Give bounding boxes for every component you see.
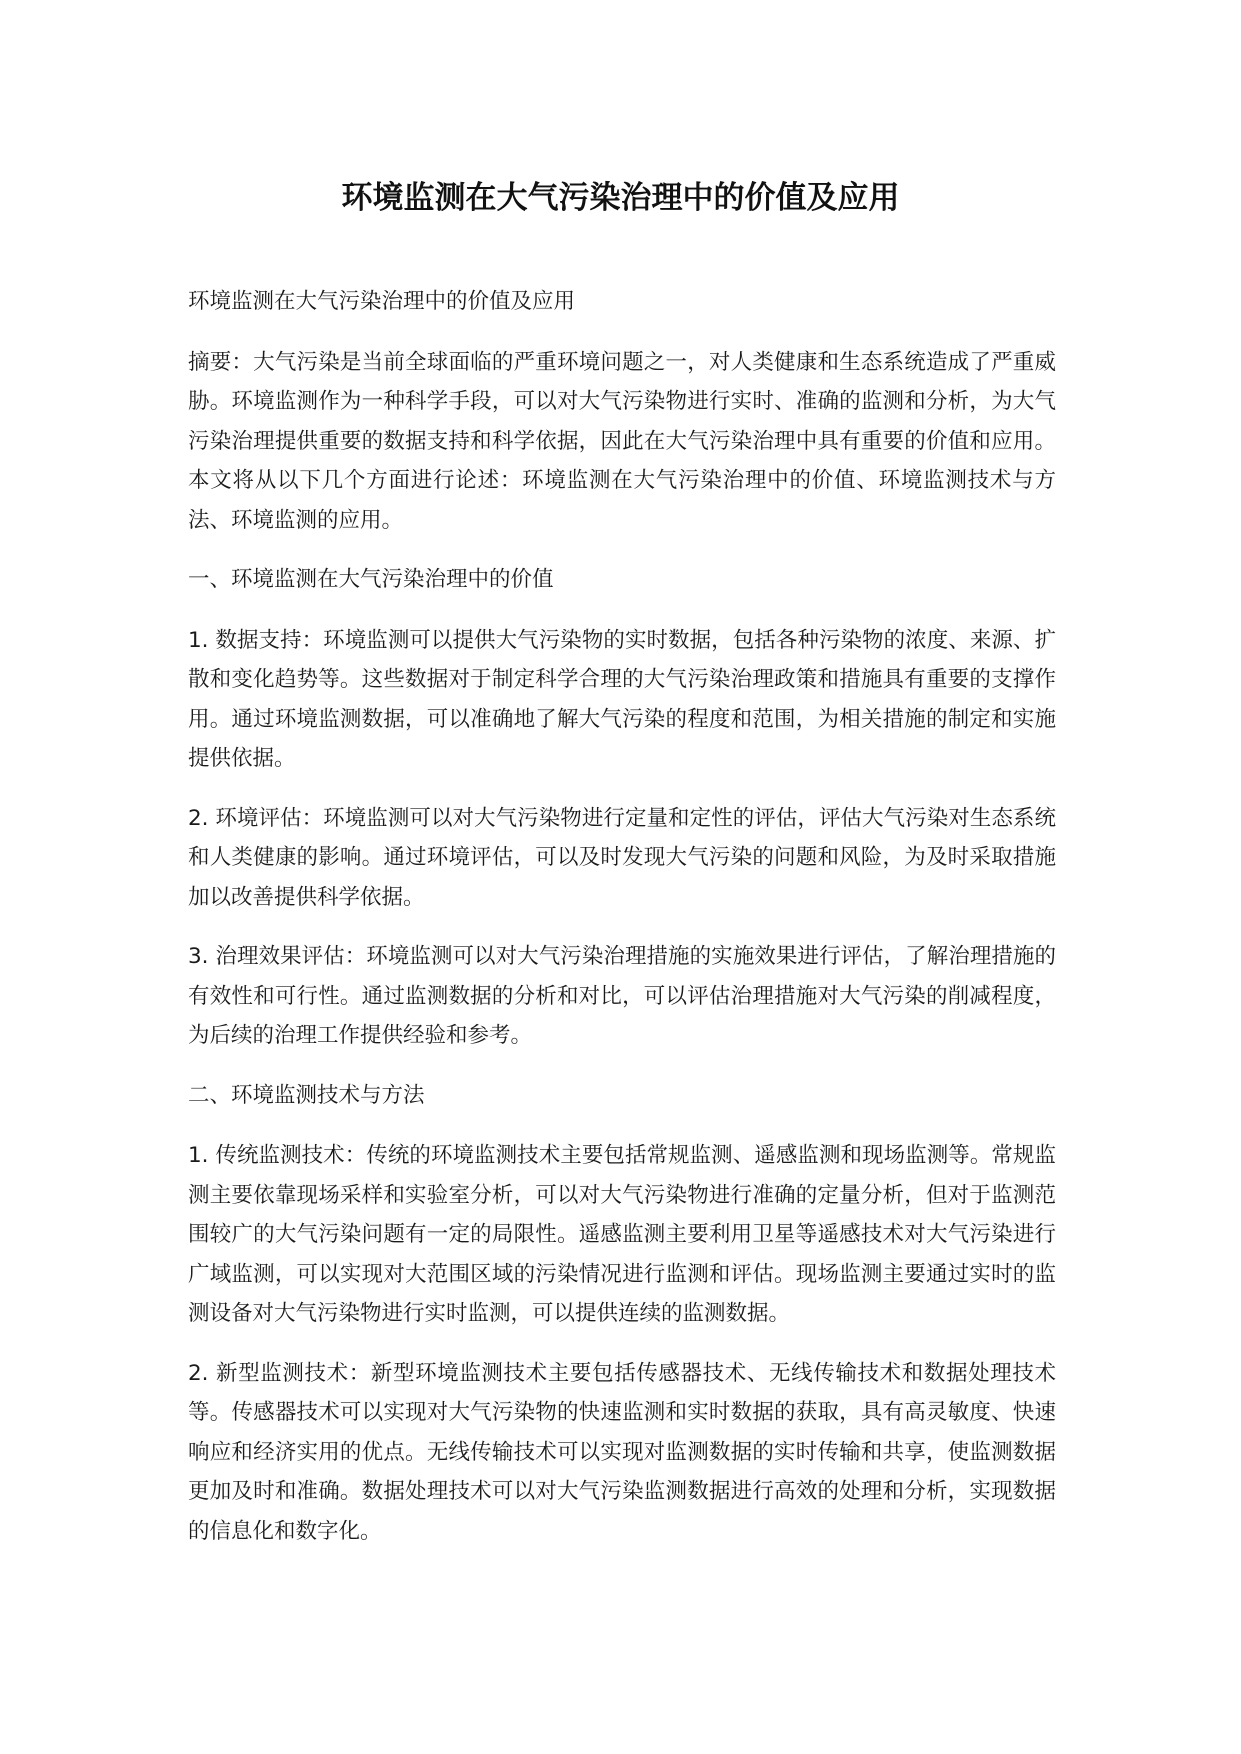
paragraph-traditional-monitoring: 1. 传统监测技术：传统的环境监测技术主要包括常规监测、遥感监测和现场监测等。常规监测主要依靠现场采样和实验室分析，可以对大气污染物进行准确的定量分析，但对于监测范围较广的大气污染问题有一定的局限性。遥感监测主要利用卫星等遥感技术对大气污染进行广域监测，可以实现对大范围区域的污染情况进行监测和评估。现场监测主要通过实时的监测设备对大气污染物进行实时监测，可以提供连续的监测数据。 bbox=[188, 1143, 1056, 1326]
paragraph-effect-assessment: 3. 治理效果评估：环境监测可以对大气污染治理措施的实施效果进行评估，了解治理措施的有效性和可行性。通过监测数据的分析和对比，可以评估治理措施对大气污染的削减程度，为后续的治理工作提供经验和参考。 bbox=[188, 944, 1056, 1048]
paragraph-environment-assessment: 2. 环境评估：环境监测可以对大气污染物进行定量和定性的评估，评估大气污染对生态系统和人类健康的影响。通过环境评估，可以及时发现大气污染的问题和风险，为及时采取措施加以改善提供科学依据。 bbox=[188, 805, 1056, 910]
document-body bbox=[188, 282, 1056, 1571]
document-title: 环境监测在大气污染治理中的价值及应用 bbox=[341, 180, 900, 216]
section-heading-methods: 二、环境监测技术与方法 bbox=[188, 1082, 425, 1108]
paragraph-data-support: 1. 数据支持：环境监测可以提供大气污染物的实时数据，包括各种污染物的浓度、来源、扩散和变化趋势等。这些数据对于制定科学合理的大气污染治理政策和措施具有重要的支撑作用。通过环境监测数据，可以准确地了解大气污染的程度和范围，为相关措施的制定和实施提供依据。 bbox=[188, 627, 1056, 771]
section-heading-value: 一、环境监测在大气污染治理中的价值 bbox=[188, 567, 554, 592]
document-subtitle: 环境监测在大气污染治理中的价值及应用 bbox=[188, 289, 576, 314]
paragraph-new-monitoring: 2. 新型监测技术：新型环境监测技术主要包括传感器技术、无线传输技术和数据处理技术等。传感器技术可以实现对大气污染物的快速监测和实时数据的获取，具有高灵敏度、快速响应和经济实用的优点。无线传输技术可以实现对监测数据的实时传输和共享，使监测数据更加及时和准确。数据处理技术可以对大气污染监测数据进行高效的处理和分析，实现数据的信息化和数字化。 bbox=[188, 1360, 1056, 1544]
abstract-paragraph: 摘要：大气污染是当前全球面临的严重环境问题之一，对人类健康和生态系统造成了严重威胁。环境监测作为一种科学手段，可以对大气污染物进行实时、准确的监测和分析，为大气污染治理提供重要的数据支持和科学依据，因此在大气污染治理中具有重要的价值和应用。本文将从以下几个方面进行论述：环境监测在大气污染治理中的价值、环境监测技术与方法、环境监测的应用。 bbox=[188, 349, 1056, 533]
